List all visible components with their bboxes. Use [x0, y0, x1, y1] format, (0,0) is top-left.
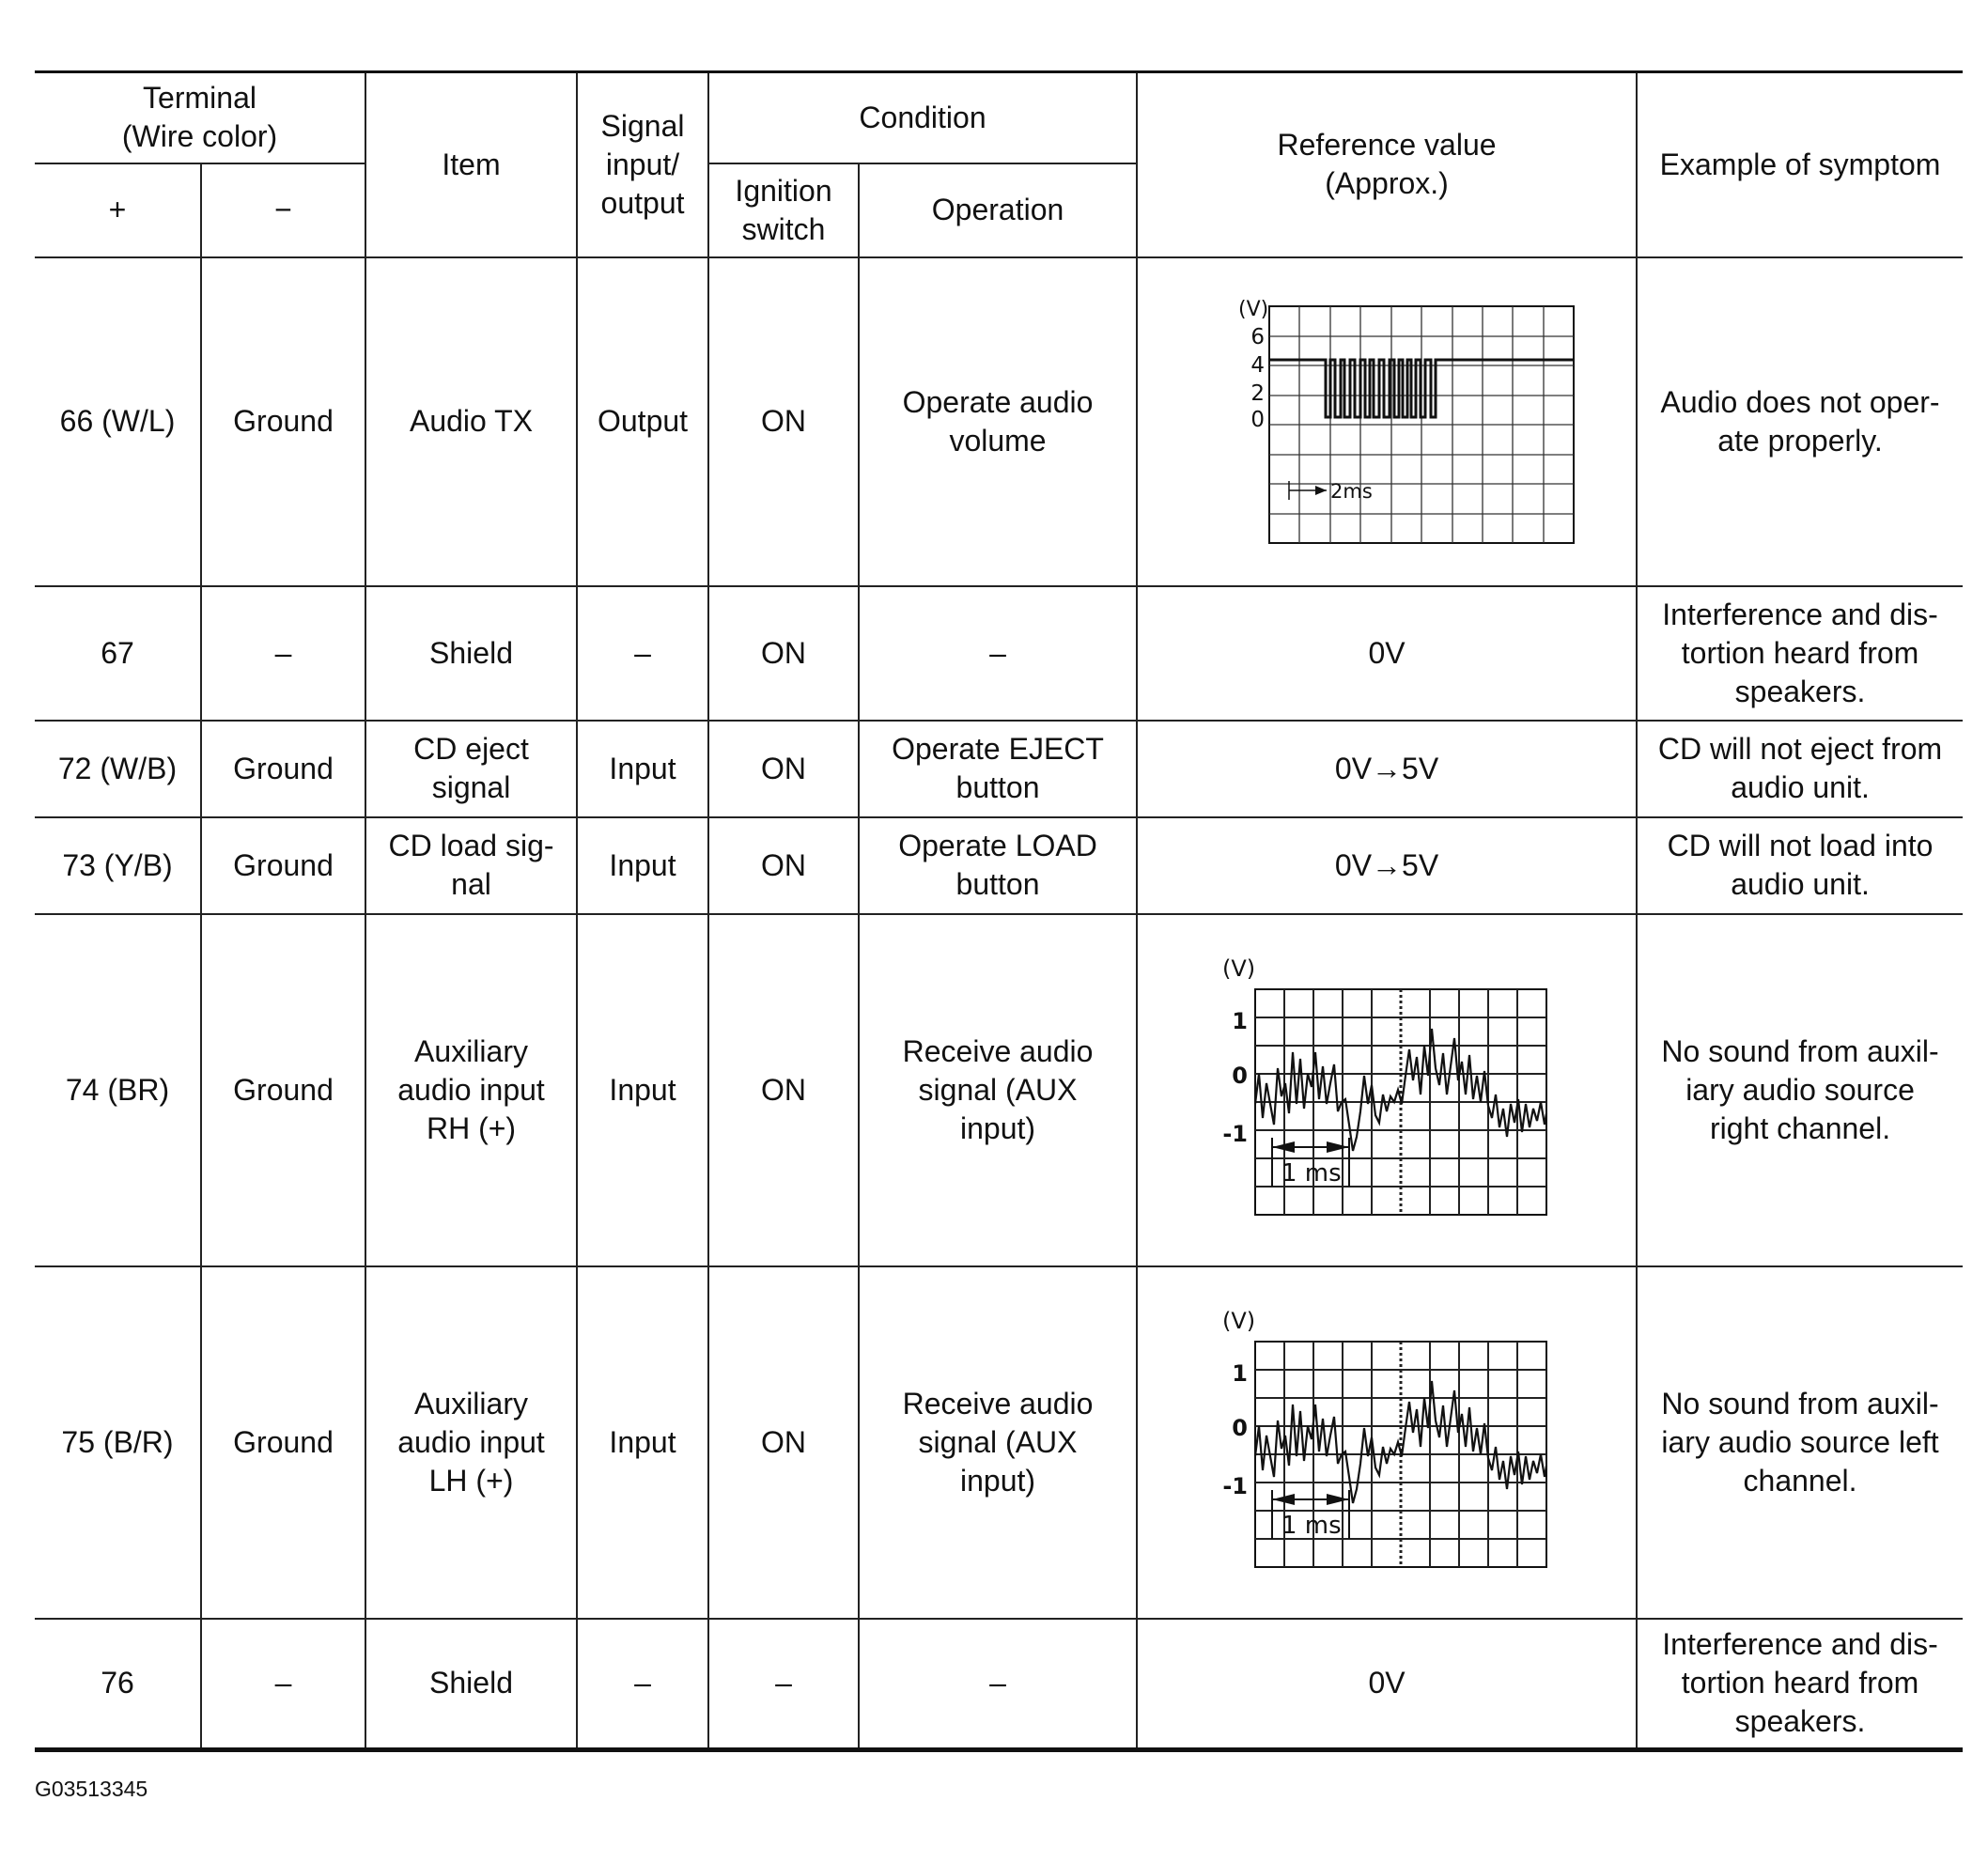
- reference-header: Reference value (Approx.): [1137, 72, 1637, 257]
- terminal-minus-cell: –: [201, 1619, 365, 1750]
- terminal-plus-cell: 72 (W/B): [35, 721, 201, 817]
- item-cell: Audio TX: [365, 257, 577, 586]
- terminal-plus-header: +: [35, 163, 201, 257]
- terminal-header: Terminal (Wire color): [35, 72, 365, 163]
- ignition-cell: ON: [708, 1266, 859, 1619]
- y-tick-label: 4: [1250, 352, 1266, 378]
- signal-cell: Input: [577, 1266, 708, 1619]
- terminal-minus-header: −: [201, 163, 365, 257]
- y-tick-label: 0: [1232, 1415, 1249, 1441]
- y-tick-label: 2: [1250, 380, 1266, 406]
- reference-cell: [1137, 1266, 1637, 1619]
- item-cell: Auxiliary audio input RH (+): [365, 914, 577, 1266]
- table-row: [35, 1619, 1963, 1750]
- time-scale-marker: [1272, 1490, 1349, 1540]
- item-cell: Shield: [365, 586, 577, 721]
- header-row-1: [35, 72, 1963, 163]
- terminal-spec-document: [35, 70, 1963, 1752]
- signal-cell: –: [577, 1619, 708, 1750]
- signal-cell: –: [577, 586, 708, 721]
- y-tick-label: 6: [1250, 324, 1266, 349]
- table-row: [35, 817, 1963, 914]
- y-unit-label: (V): [1222, 955, 1256, 982]
- signal-header: Signal input/ output: [577, 72, 708, 257]
- terminal-minus-cell: Ground: [201, 721, 365, 817]
- terminal-plus-cell: 74 (BR): [35, 914, 201, 1266]
- reference-cell: 0V: [1137, 1619, 1637, 1750]
- ignition-cell: ON: [708, 721, 859, 817]
- terminal-plus-cell: 75 (B/R): [35, 1266, 201, 1619]
- reference-cell: 0V: [1137, 586, 1637, 721]
- ignition-cell: ON: [708, 586, 859, 721]
- ignition-cell: ON: [708, 257, 859, 586]
- audio-tx-trace: [1269, 360, 1574, 417]
- time-scale-label: 1 ms: [1281, 1512, 1342, 1540]
- audio-tx-waveform: [1199, 295, 1575, 549]
- terminal-minus-cell: –: [201, 586, 365, 721]
- item-cell: CD eject signal: [365, 721, 577, 817]
- operation-cell: –: [859, 1619, 1137, 1750]
- ignition-cell: –: [708, 1619, 859, 1750]
- symptom-cell: CD will not load into audio unit.: [1637, 817, 1963, 914]
- item-cell: Shield: [365, 1619, 577, 1750]
- operation-cell: Receive audio signal (AUX input): [859, 1266, 1137, 1619]
- symptom-cell: Interference and dis- tortion heard from speakers.: [1637, 1619, 1963, 1750]
- y-tick-label: -1: [1222, 1473, 1249, 1499]
- y-tick-label: 1: [1232, 1008, 1249, 1034]
- operation-cell: Operate EJECT button: [859, 721, 1137, 817]
- operation-cell: –: [859, 586, 1137, 721]
- time-scale-label: 2ms: [1330, 479, 1373, 503]
- terminal-minus-cell: Ground: [201, 817, 365, 914]
- waveform-grid: [1269, 306, 1574, 543]
- item-header: Item: [365, 72, 577, 257]
- table-row: [35, 721, 1963, 817]
- table-row: [35, 257, 1963, 586]
- symptom-cell: Audio does not oper- ate properly.: [1637, 257, 1963, 586]
- symptom-cell: Interference and dis- tortion heard from speakers.: [1637, 586, 1963, 721]
- terminal-reference-table: [35, 70, 1963, 1752]
- signal-cell: Output: [577, 257, 708, 586]
- operation-cell: Operate audio volume: [859, 257, 1137, 586]
- terminal-plus-cell: 76: [35, 1619, 201, 1750]
- symptom-cell: CD will not eject from audio unit.: [1637, 721, 1963, 817]
- y-unit-label: (V): [1222, 1308, 1256, 1334]
- symptom-cell: No sound from auxil- iary audio source left channel.: [1637, 1266, 1963, 1619]
- terminal-minus-cell: Ground: [201, 914, 365, 1266]
- symptom-cell: No sound from auxil- iary audio source right channel.: [1637, 914, 1963, 1266]
- terminal-plus-cell: 73 (Y/B): [35, 817, 201, 914]
- time-scale-marker: [1272, 1138, 1349, 1188]
- symptom-header: Example of symptom: [1637, 72, 1963, 257]
- operation-cell: Operate LOAD button: [859, 817, 1137, 914]
- y-unit-label: (V): [1238, 297, 1269, 321]
- signal-cell: Input: [577, 721, 708, 817]
- aux-rh-waveform: [1199, 955, 1575, 1217]
- y-tick-label: 0: [1250, 407, 1266, 432]
- ignition-cell: ON: [708, 914, 859, 1266]
- y-tick-label: 0: [1232, 1063, 1249, 1089]
- terminal-minus-cell: Ground: [201, 1266, 365, 1619]
- signal-cell: Input: [577, 914, 708, 1266]
- condition-header: Condition: [708, 72, 1137, 163]
- table-row: [35, 586, 1963, 721]
- terminal-minus-cell: Ground: [201, 257, 365, 586]
- table-row: [35, 914, 1963, 1266]
- y-tick-label: -1: [1222, 1121, 1249, 1147]
- y-tick-label: 1: [1232, 1360, 1249, 1387]
- aux-lh-waveform: [1199, 1308, 1575, 1569]
- reference-cell: 0V→5V: [1137, 721, 1637, 817]
- table-row: [35, 1266, 1963, 1619]
- ignition-cell: ON: [708, 817, 859, 914]
- operation-cell: Receive audio signal (AUX input): [859, 914, 1137, 1266]
- item-cell: CD load sig- nal: [365, 817, 577, 914]
- figure-id: G03513345: [35, 1777, 148, 1801]
- ignition-header: Ignition switch: [708, 163, 859, 257]
- item-cell: Auxiliary audio input LH (+): [365, 1266, 577, 1619]
- terminal-plus-cell: 66 (W/L): [35, 257, 201, 586]
- reference-cell: [1137, 914, 1637, 1266]
- operation-header: Operation: [859, 163, 1137, 257]
- time-scale-label: 1 ms: [1281, 1159, 1342, 1188]
- terminal-plus-cell: 67: [35, 586, 201, 721]
- signal-cell: Input: [577, 817, 708, 914]
- reference-cell: [1137, 257, 1637, 586]
- reference-cell: 0V→5V: [1137, 817, 1637, 914]
